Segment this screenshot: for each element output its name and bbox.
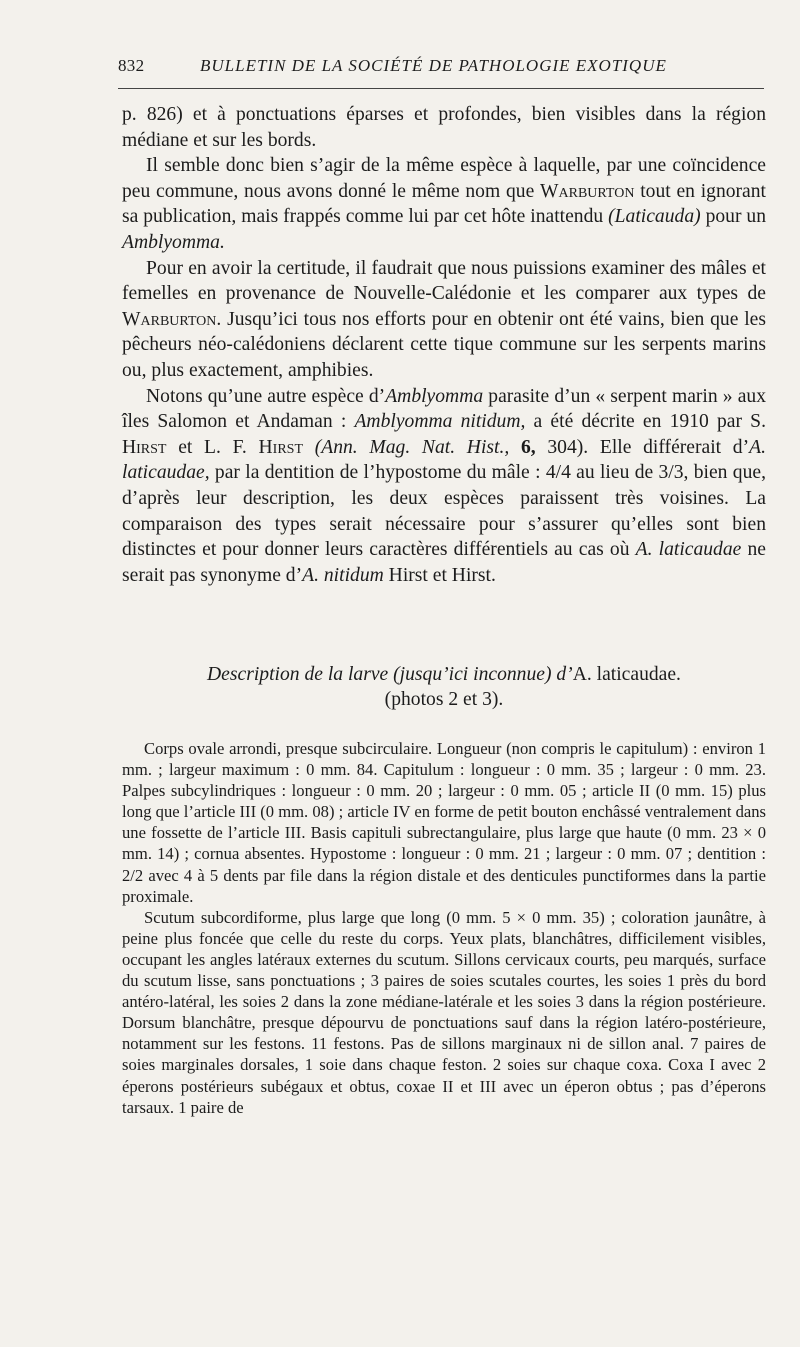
larva-description bbox=[122, 738, 766, 1118]
header-rule bbox=[118, 88, 764, 89]
main-text bbox=[122, 102, 766, 588]
paragraph-3: Pour en avoir la certitude, il faudrait que nous puissions examiner des mâles et femelles en provenance de Nouvelle-Calédonie et les comparer aux types de Warburton. Jusqu’ici tous nos efforts pour en obtenir ont été vains, bien que les pêcheurs néo-calédoniens déclarent cette tique commune sur les serpents marins ou, plus exactement, amphibies. bbox=[122, 257, 766, 381]
paragraph-2: Il semble donc bien s’agir de la même espèce à laquelle, par une coïncidence peu commune, nous avons donné le même nom que Warburton tout en ignorant sa publication, mais frappés comme lui par cet hôte inattendu (Laticauda) pour un Amblyomma. bbox=[122, 155, 766, 253]
journal-title: BULLETIN DE LA SOCIÉTÉ DE PATHOLOGIE EXOTIQUE bbox=[200, 56, 667, 75]
section-title: Description de la larve (jusqu’ici inconnue) d’A. laticaudae. (photos 2 et 3). bbox=[122, 662, 766, 712]
paragraph-1: p. 826) et à ponctuations éparses et profondes, bien visibles dans la région médiane et sur les bords. bbox=[122, 104, 766, 151]
photos-ref: (photos 2 et 3). bbox=[384, 689, 504, 710]
page-number: 832 bbox=[118, 56, 145, 75]
paragraph-4: Notons qu’une autre espèce d’Amblyomma parasite d’un « serpent marin » aux îles Salomon et Andaman : Amblyomma nitidum, a été décrite en 1910 par S. Hirst et L. F. Hirst (Ann. Mag. Nat. Hist., 6, 304). Elle différerait d’A. laticaudae, par la dentition de l’hypostome du mâle : 4/4 au lieu de 3/3, bien que, d’après leur description, les deux espèces paraissent très voisines. La comparaison des types serait nécessaire pour s’assurer qu’elles sont bien distinctes et pour donner leurs caractères différentiels au cas où A. laticaudae ne serait pas synonyme d’A. nitidum Hirst et Hirst. bbox=[122, 385, 767, 586]
author-warburton: Warburton bbox=[540, 180, 635, 202]
description-paragraph-1: Corps ovale arrondi, presque subcirculaire. Longueur (non compris le capitulum) : environ 1 mm. ; largeur maximum : 0 mm. 84. Capitulum : longueur : 0 mm. 35 ; largeur : 0 mm. 23. Palpes subcylindriques : longueur : 0 mm. 20 ; largeur : 0 mm. 05 ; article II (0 mm. 15) plus long que l’article III (0 mm. 08) ; article IV en forme de petit bouton enchâssé ventralement dans une fossette de l’article III. Basis capituli subrectangulaire, plus large que haute (0 mm. 23 × 0 mm. 14) ; cornua absentes. Hypostome : longueur : 0 mm. 21 ; largeur : 0 mm. 07 ; dentition : 2/2 avec 4 à 5 dents par file dans la région distale et des denticules punctiformes dans la partie proximale. bbox=[122, 739, 766, 906]
description-paragraph-2: Scutum subcordiforme, plus large que long (0 mm. 5 × 0 mm. 35) ; coloration jaunâtre, à peine plus foncée que celle du reste du corps. Yeux plats, blanchâtres, difficilement visibles, occupant les angles latéraux externes du scutum. Sillons cervicaux courts, peu marqués, surface du scutum lisse, sans ponctuations ; 3 paires de soies scutales courtes, les soies 1 près du bord antéro-latéral, les soies 2 dans la zone médiane-latérale et les soies 3 dans la région postérieure. Dorsum blanchâtre, presque dépourvu de ponctuations sauf dans la région latéro-postérieure, notamment sur les festons. 11 festons. Pas de sillons marginaux ni de sillon anal. 7 paires de soies marginales dorsales, 1 soie dans chaque feston. 2 soies sur chaque coxa. Coxa I avec 2 éperons postérieurs subégaux et obtus, coxae II et III avec un éperon obtus ; pas d’éperons tarsaux. 1 paire de bbox=[122, 907, 766, 1117]
